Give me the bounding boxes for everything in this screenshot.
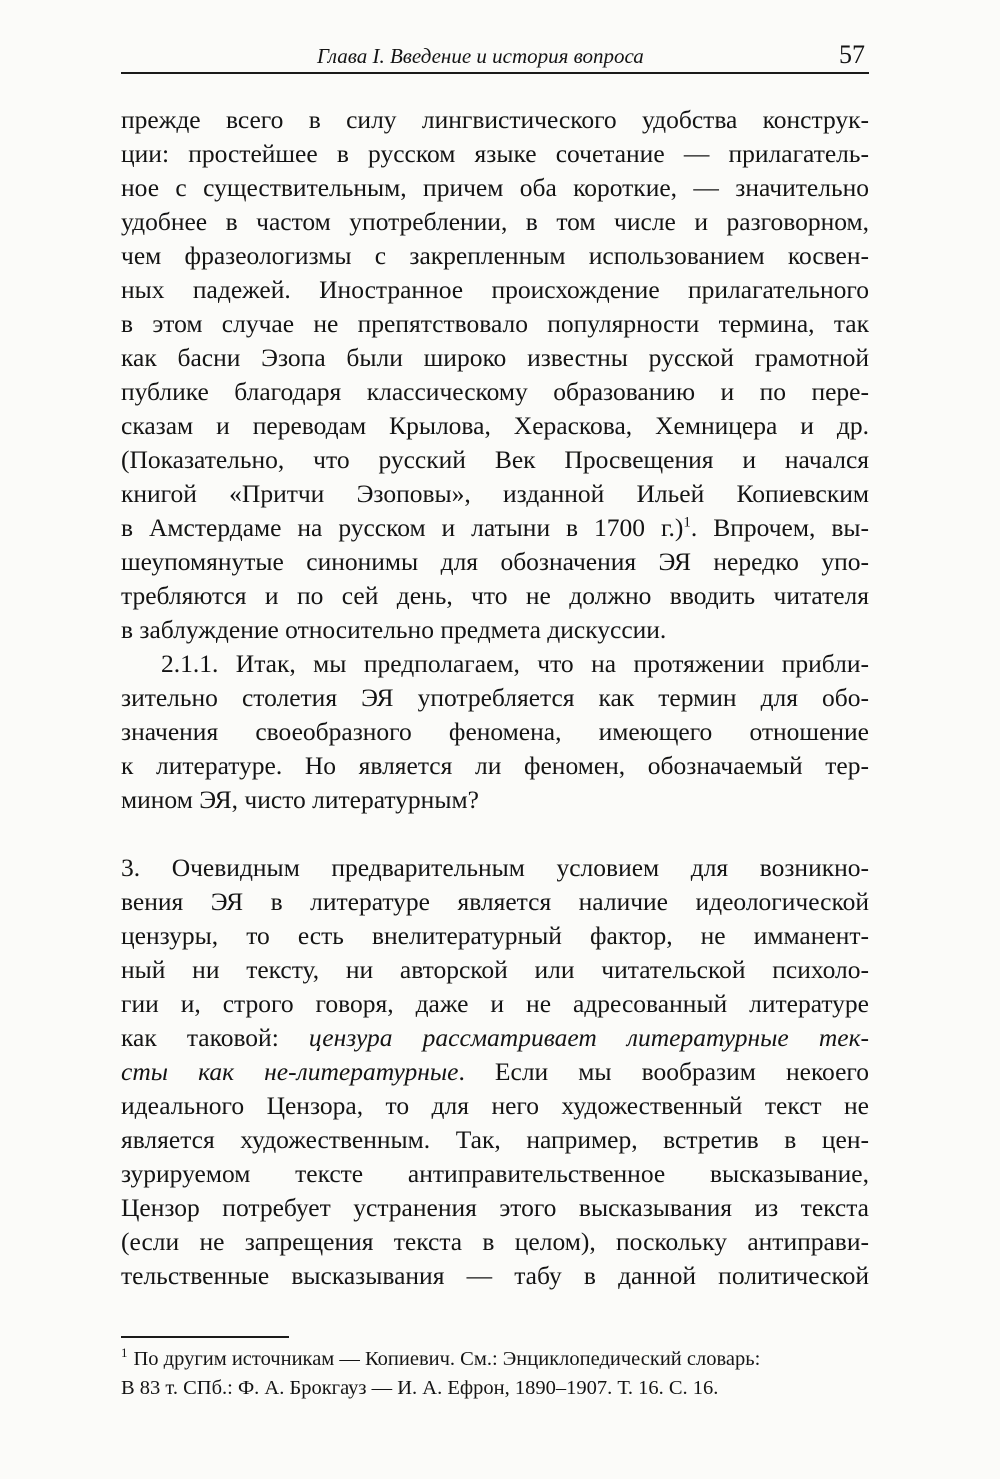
text-line <box>121 511 869 545</box>
text-line: (Показательно, что русский Век Просвещения и начался <box>121 445 869 474</box>
text-segment: . Если мы вообразим некоего <box>458 1057 869 1086</box>
footnote-line <box>121 1345 869 1374</box>
text-line: как басни Эзопа были широко известны русской грамотной <box>121 343 869 372</box>
text-line: ных падежей. Иностранное происхождение прилагательного <box>121 275 869 304</box>
italic-emphasis: сты как не-литературные <box>121 1057 459 1086</box>
text-line: книгой «Притчи Эзоповы», изданной Ильей Копиевским <box>121 479 869 508</box>
text-line: публике благодаря классическому образованию и по пере- <box>121 377 869 406</box>
page-header <box>121 38 869 74</box>
footnote-ref[interactable]: 1 <box>683 514 691 531</box>
text-line: сказам и переводам Крылова, Хераскова, Хемницера и др. <box>121 411 869 440</box>
paragraph-2 <box>121 647 869 817</box>
text-line: вения ЭЯ в литературе является наличие идеологической <box>121 887 869 916</box>
text-line: (если не запрещения текста в целом), поскольку антиправи- <box>121 1227 869 1256</box>
text-line: зительно столетия ЭЯ употребляется как термин для обо- <box>121 683 869 712</box>
text-line: 2.1.1. Итак, мы предполагаем, что на протяжении прибли- <box>161 649 869 678</box>
text-line: чем фразеологизмы с закрепленным использованием косвен- <box>121 241 869 270</box>
text-line: удобнее в частом употреблении, в том числе и разговорном, <box>121 207 869 236</box>
footnote-text: По другим источникам — Копиевич. См.: Энциклопедический словарь: <box>133 1348 761 1370</box>
text-line: цензуры, то есть внелитературный фактор, не имманент- <box>121 921 869 950</box>
text-line: тельственные высказывания — табу в данной политической <box>121 1261 869 1290</box>
footnote <box>121 1345 869 1403</box>
text-segment: как таковой: <box>121 1023 309 1052</box>
main-text <box>121 103 869 1293</box>
text-line: шеупомянутые синонимы для обозначения ЭЯ нередко упо- <box>121 547 869 576</box>
text-line: прежде всего в силу лингвистического удобства конструк- <box>121 105 869 134</box>
footnote-line: В 83 т. СПб.: Ф. А. Брокгауз — И. А. Ефрон, 1890–1907. Т. 16. С. 16. <box>121 1377 719 1399</box>
text-line: в этом случае не препятствовало популярности термина, так <box>121 309 869 338</box>
footnote-mark: 1 <box>121 1345 128 1361</box>
text-line: ное с существительным, причем оба короткие, — значительно <box>121 173 869 202</box>
text-line <box>121 1021 869 1055</box>
text-line: ции: простейшее в русском языке сочетание — прилагатель- <box>121 139 869 168</box>
text-line: значения своеобразного феномена, имеющего отношение <box>121 717 869 746</box>
text-line: ный ни тексту, ни авторской или читательской психоло- <box>121 955 869 984</box>
page-number: 57 <box>839 40 865 69</box>
text-line: зурируемом тексте антиправительственное высказывание, <box>121 1159 869 1188</box>
text-segment: . Впрочем, вы- <box>690 513 869 542</box>
footnote-divider <box>121 1336 289 1338</box>
text-line: 3. Очевидным предварительным условием для возникно- <box>121 853 869 882</box>
text-line: идеального Цензора, то для него художественный текст не <box>121 1091 869 1120</box>
text-line <box>121 1055 869 1089</box>
running-head: Глава I. Введение и история вопроса <box>317 44 644 68</box>
text-line: Цензор потребует устранения этого высказывания из текста <box>121 1193 869 1222</box>
text-segment: в Амстердаме на русском и латыни в 1700 г.) <box>121 513 684 542</box>
italic-emphasis: цензура рассматривает литературные тек- <box>308 1023 869 1052</box>
paragraph-1 <box>121 103 869 647</box>
text-line: гии и, строго говоря, даже и не адресованный литературе <box>121 989 869 1018</box>
text-line: мином ЭЯ, чисто литературным? <box>121 785 479 814</box>
text-line: в заблуждение относительно предмета дискуссии. <box>121 615 667 644</box>
text-line: является художественным. Так, например, встретив в цен- <box>121 1125 869 1154</box>
paragraph-3 <box>121 851 869 1293</box>
text-line: к литературе. Но является ли феномен, обозначаемый тер- <box>121 751 869 780</box>
section-gap <box>121 817 869 851</box>
text-line: требляются и по сей день, что не должно вводить читателя <box>121 581 869 610</box>
